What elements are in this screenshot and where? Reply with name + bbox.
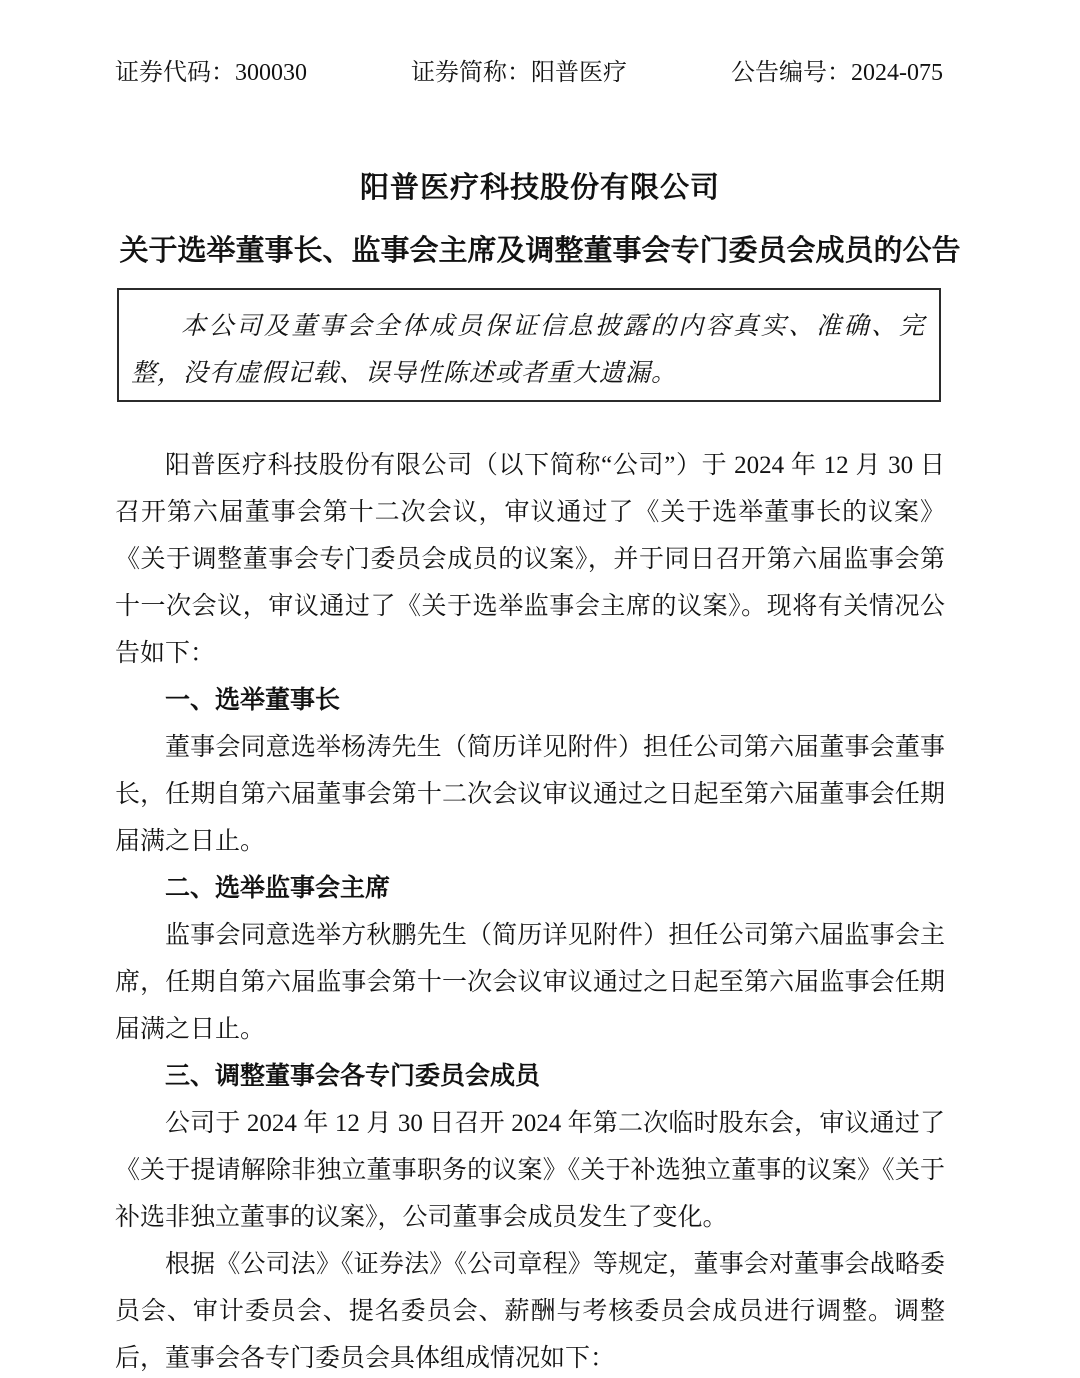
paragraph-committee-adjustment: 根据《公司法》《证券法》《公司章程》等规定，董事会对董事会战略委员会、审计委员会、提名委员会、薪酬与考核委员会成员进行调整。调整后，董事会各专门委员会具体组成情况如下： (115, 1251, 945, 1372)
document-header (115, 58, 943, 88)
announcement-number: 公告编号：2024-075 (731, 60, 943, 86)
section-heading-3: 三、调整董事会各专门委员会成员 (165, 1063, 541, 1090)
disclaimer-box (117, 288, 941, 402)
stock-code: 证券代码：300030 (115, 60, 307, 86)
section-heading-1: 一、选举董事长 (165, 687, 341, 714)
paragraph-chairman-election: 董事会同意选举杨涛先生（简历详见附件）担任公司第六届董事会董事长，任期自第六届董事会第十二次会议审议通过之日起至第六届董事会任期届满之日止。 (115, 734, 945, 855)
paragraph-intro: 阳普医疗科技股份有限公司（以下简称“公司”）于 2024 年 12 月 30 日召开第六届董事会第十二次会议，审议通过了《关于选举董事长的议案》《关于调整董事会专门委员会成员的议案》，并于同日召开第六届监事会第十一次会议，审议通过了《关于选举监事会主席的议案》。现将有关情况公告如下： (115, 452, 945, 667)
company-title: 阳普医疗科技股份有限公司 (359, 172, 720, 204)
disclaimer-text: 本公司及董事会全体成员保证信息披露的内容真实、准确、完整，没有虚假记载、误导性陈述或者重大遗漏。 (131, 313, 925, 387)
paragraph-committee-change: 公司于 2024 年 12 月 30 日召开 2024 年第二次临时股东会，审议通过了《关于提请解除非独立董事职务的议案》《关于补选独立董事的议案》《关于补选非独立董事的议案》，公司董事会成员发生了变化。 (115, 1110, 945, 1231)
document-body (115, 442, 945, 1378)
paragraph-supervisor-election: 监事会同意选举方秋鹏先生（简历详见附件）担任公司第六届监事会主席，任期自第六届监事会第十一次会议审议通过之日起至第六届监事会任期届满之日止。 (115, 922, 945, 1043)
stock-name: 证券简称：阳普医疗 (411, 60, 627, 86)
announcement-subtitle: 关于选举董事长、监事会主席及调整董事会专门委员会成员的公告 (119, 235, 961, 267)
section-heading-2: 二、选举监事会主席 (165, 875, 391, 902)
